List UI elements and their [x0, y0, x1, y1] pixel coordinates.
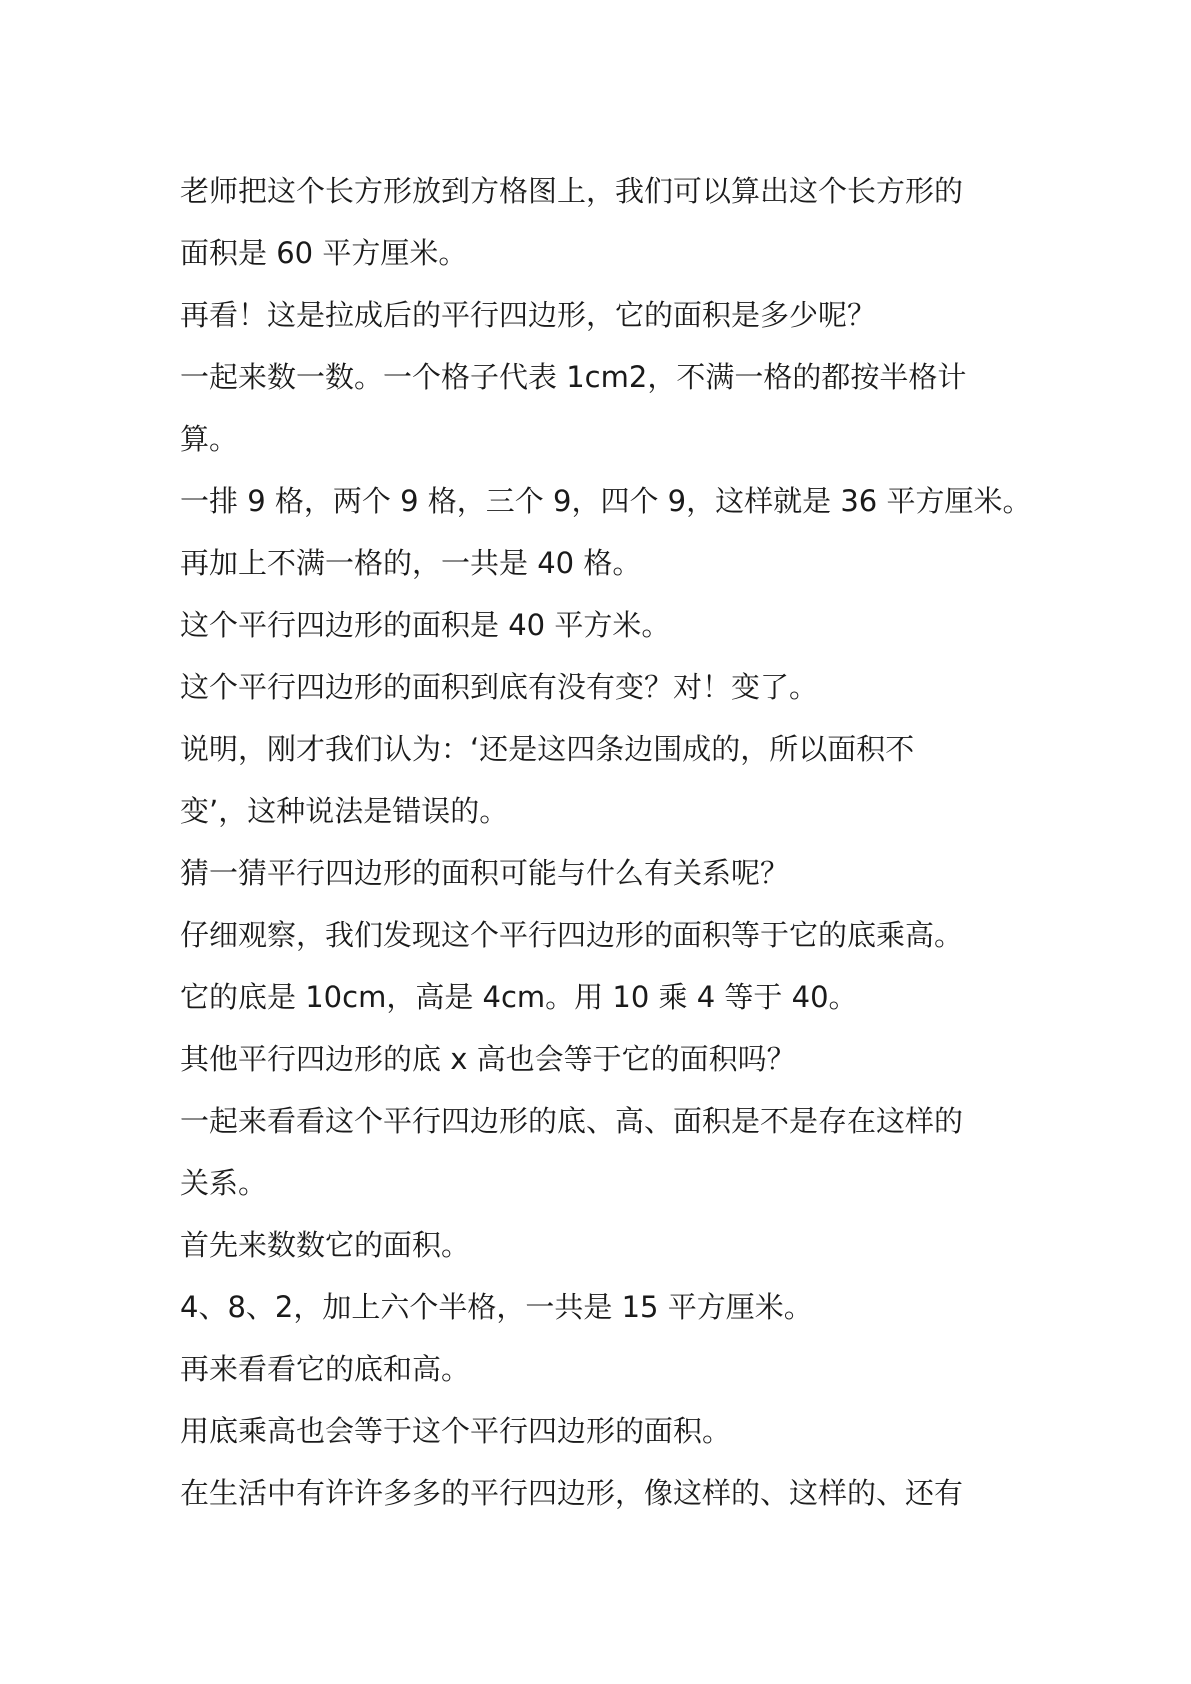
text-line: 其他平行四边形的底 x 高也会等于它的面积吗？ [180, 1042, 796, 1076]
text-line: 算。 [180, 422, 239, 456]
document-body [180, 160, 1032, 1524]
text-line: 一排 9 格，两个 9 格，三个 9，四个 9，这样就是 36 平方厘米。 [180, 484, 1032, 518]
text-line: 一起来数一数。一个格子代表 1cm2，不满一格的都按半格计 [180, 360, 967, 394]
text-line: 这个平行四边形的面积是 40 平方米。 [180, 608, 671, 642]
text-line: 在生活中有许许多多的平行四边形，像这样的、这样的、还有 [180, 1476, 964, 1510]
text-line: 这个平行四边形的面积到底有没有变？对！变了。 [180, 670, 819, 704]
text-line: 猜一猜平行四边形的面积可能与什么有关系呢？ [180, 856, 790, 890]
text-line: 再看！这是拉成后的平行四边形，它的面积是多少呢？ [180, 298, 877, 332]
text-line: 它的底是 10cm，高是 4cm。用 10 乘 4 等于 40。 [180, 980, 858, 1014]
text-line: 关系。 [180, 1166, 268, 1200]
text-line: 说明，刚才我们认为：‘还是这四条边围成的，所以面积不 [180, 732, 915, 766]
text-line: 一起来看看这个平行四边形的底、高、面积是不是存在这样的 [180, 1104, 964, 1138]
text-line: 用底乘高也会等于这个平行四边形的面积。 [180, 1414, 732, 1448]
text-line: 首先来数数它的面积。 [180, 1228, 471, 1262]
text-line: 仔细观察，我们发现这个平行四边形的面积等于它的底乘高。 [180, 918, 964, 952]
text-line: 老师把这个长方形放到方格图上，我们可以算出这个长方形的 [180, 174, 964, 208]
text-line: 再来看看它的底和高。 [180, 1352, 471, 1386]
text-line: 再加上不满一格的，一共是 40 格。 [180, 546, 642, 580]
text-line: 4、8、2，加上六个半格，一共是 15 平方厘米。 [180, 1290, 813, 1324]
text-line: 变’，这种说法是错误的。 [180, 794, 509, 828]
text-line: 面积是 60 平方厘米。 [180, 236, 468, 270]
